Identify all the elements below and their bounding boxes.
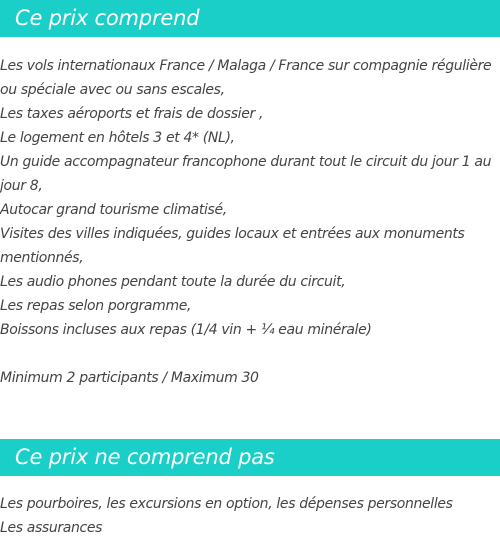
included-item-coach: Autocar grand tourisme climatisé, — [0, 202, 227, 218]
included-item-drinks: Boissons incluses aux repas (1/4 vin + ¼ eau minérale) — [0, 322, 372, 338]
included-item-visits: Visites des villes indiquées, guides locaux et entrées aux monuments mentionnés, — [0, 226, 465, 266]
paragraph-spacer — [0, 342, 500, 366]
included-section-title: Ce prix comprend — [0, 0, 500, 37]
included-item-lodging: Le logement en hôtels 3 et 4* (NL), — [0, 130, 235, 146]
participants-note: Minimum 2 participants / Maximum 30 — [0, 370, 259, 386]
included-item-taxes: Les taxes aéroports et frais de dossier , — [0, 106, 264, 122]
excluded-list — [0, 492, 500, 540]
included-item-guide: Un guide accompagnateur francophone durant tout le circuit du jour 1 au jour 8, — [0, 154, 492, 194]
included-item-audio: Les audio phones pendant toute la durée du circuit, — [0, 274, 346, 290]
included-item-meals: Les repas selon porgramme, — [0, 298, 192, 314]
included-item-flights: Les vols internationaux France / Malaga / France sur compagnie régulière ou spéciale avec ou sans escales, — [0, 58, 492, 98]
excluded-item-extras: Les pourboires, les excursions en option, les dépenses personnelles — [0, 496, 453, 512]
included-list — [0, 54, 500, 390]
excluded-section-title: Ce prix ne comprend pas — [0, 439, 500, 476]
excluded-item-insurance: Les assurances — [0, 520, 103, 536]
